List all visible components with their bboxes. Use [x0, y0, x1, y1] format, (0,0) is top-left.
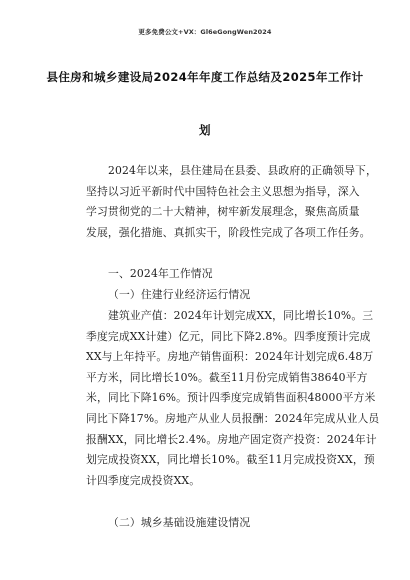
paragraph-line: 米，同比下降16%。预计四季度完成销售面积48000平方米: [86, 391, 376, 405]
document-title-line-2: 划: [199, 123, 211, 137]
document-title-line-1: 县住房和城乡建设局2024年年度工作总结及2025年工作计: [46, 70, 364, 84]
paragraph-line: 建筑业产值：2024年计划完成XX，同比增长10%。三: [108, 309, 374, 322]
section-heading-text: 一、2024年工作情况: [108, 267, 213, 280]
subsection-heading-text: （一）住建行业经济运行情况: [108, 288, 251, 301]
intro-line: 发展，强化措施、真抓实干，阶段性完成了各项工作任务。: [86, 225, 371, 239]
section-heading-1: [86, 264, 340, 285]
paragraph-line: 平方米，同比增长10%。截至11月份完成销售38640平方: [86, 370, 368, 384]
intro-line: 学习贯彻党的二十大精神，树牢新发展理念，聚焦高质量: [86, 205, 360, 219]
paragraph-line: 划完成投资XX，同比增长10%。截至11月完成投资XX，预: [86, 453, 375, 467]
economic-paragraph: [86, 306, 380, 491]
paragraph-line: 季度完成XX计建）亿元，同比下降2.8%。四季度预计完成: [86, 329, 371, 343]
intro-paragraph: [86, 161, 377, 243]
paragraph-line: XX与上年持平。房地产销售面积：2024年计划完成6.48万: [86, 350, 374, 364]
intro-line: 2024年以来，县住建局在县委、县政府的正确领导下，: [108, 164, 377, 177]
paragraph-line: 同比下降17%。房地产从业人员报酬：2024年完成从业人员: [86, 411, 380, 425]
subsection-heading-text: （二）城乡基础设施建设情况: [108, 516, 251, 529]
paragraph-line: 报酬XX，同比增长2.4%。房地产固定资产投资：2024年计: [86, 432, 377, 446]
subsection-heading-2: [86, 513, 340, 534]
header-note: 更多免费公文+VX：Gl6eGongWen2024: [138, 28, 272, 36]
subsection-heading-1: [86, 285, 340, 306]
paragraph-line: 计四季度完成投资XX。: [86, 473, 201, 487]
intro-line: 坚持以习近平新时代中国特色社会主义思想为指导，深入: [86, 184, 360, 198]
